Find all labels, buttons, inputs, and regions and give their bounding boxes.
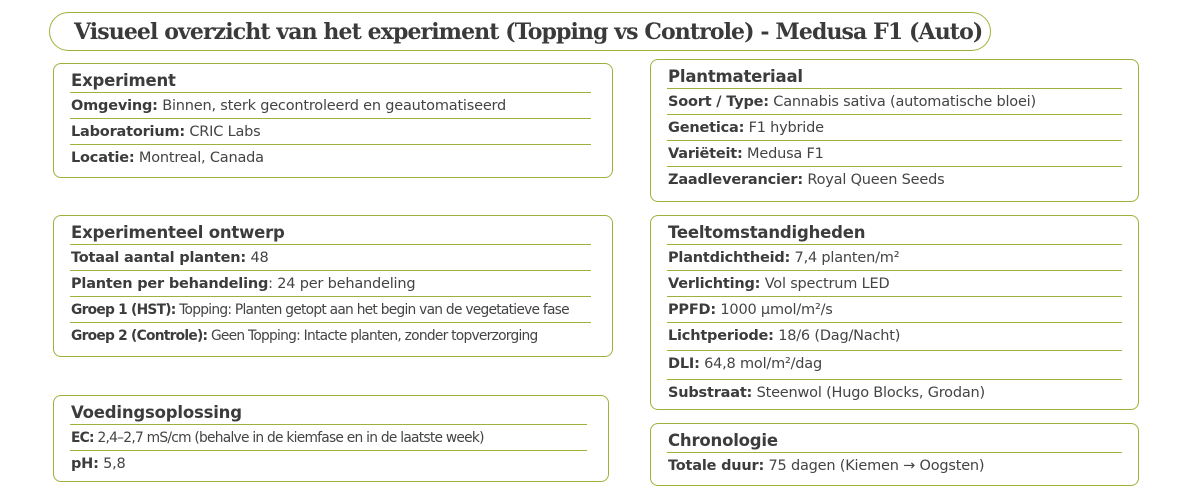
card-experiment xyxy=(53,63,613,178)
card-growing-conditions xyxy=(650,215,1139,410)
info-row: Zaadleverancier: Royal Queen Seeds xyxy=(668,172,945,188)
info-row: Groep 2 (Controle): Geen Topping: Intacte planten, zonder topverzorging xyxy=(71,328,538,344)
card-title: Experimenteel ontwerp xyxy=(70,222,591,245)
info-row: Lichtperiode: 18/6 (Dag/Nacht) xyxy=(667,323,1122,351)
info-row: Plantdichtheid: 7,4 planten/m² xyxy=(667,245,1122,271)
info-row: Groep 1 (HST): Topping: Planten getopt aan het begin van de vegetatieve fase xyxy=(70,297,591,323)
info-row: Variëteit: Medusa F1 xyxy=(667,141,1122,167)
info-row: Totale duur: 75 dagen (Kiemen → Oogsten) xyxy=(668,458,985,474)
card-plant-material xyxy=(650,59,1139,202)
info-row: Planten per behandeling: 24 per behandeling xyxy=(70,271,591,297)
card-title: Teeltomstandigheden xyxy=(667,222,1122,245)
info-row: Soort / Type: Cannabis sativa (automatische bloei) xyxy=(667,89,1122,115)
info-row: Substraat: Steenwol (Hugo Blocks, Grodan) xyxy=(668,385,985,401)
card-nutrient-solution xyxy=(53,395,609,482)
card-title: Plantmateriaal xyxy=(667,66,1122,89)
card-title: Experiment xyxy=(70,70,591,93)
page-title: Visueel overzicht van het experiment (Topping vs Controle) - Medusa F1 (Auto) xyxy=(74,18,983,45)
info-row: Verlichting: Vol spectrum LED xyxy=(667,271,1122,297)
info-row: Laboratorium: CRIC Labs xyxy=(70,119,591,145)
info-row: Totaal aantal planten: 48 xyxy=(70,245,591,271)
title-banner xyxy=(49,12,991,51)
card-title: Chronologie xyxy=(667,430,1122,453)
info-row: DLI: 64,8 mol/m²/dag xyxy=(667,351,1122,380)
info-row: EC: 2,4–2,7 mS/cm (behalve in de kiemfase en in de laatste week) xyxy=(70,425,587,451)
info-row: Locatie: Montreal, Canada xyxy=(71,150,264,166)
card-chronology xyxy=(650,423,1139,486)
info-row: PPFD: 1000 µmol/m²/s xyxy=(667,297,1122,323)
info-row: Omgeving: Binnen, sterk gecontroleerd en geautomatiseerd xyxy=(70,93,591,119)
info-row: pH: 5,8 xyxy=(71,456,126,472)
card-title: Voedingsoplossing xyxy=(70,402,587,425)
info-row: Genetica: F1 hybride xyxy=(667,115,1122,141)
card-experimental-design xyxy=(53,215,613,357)
